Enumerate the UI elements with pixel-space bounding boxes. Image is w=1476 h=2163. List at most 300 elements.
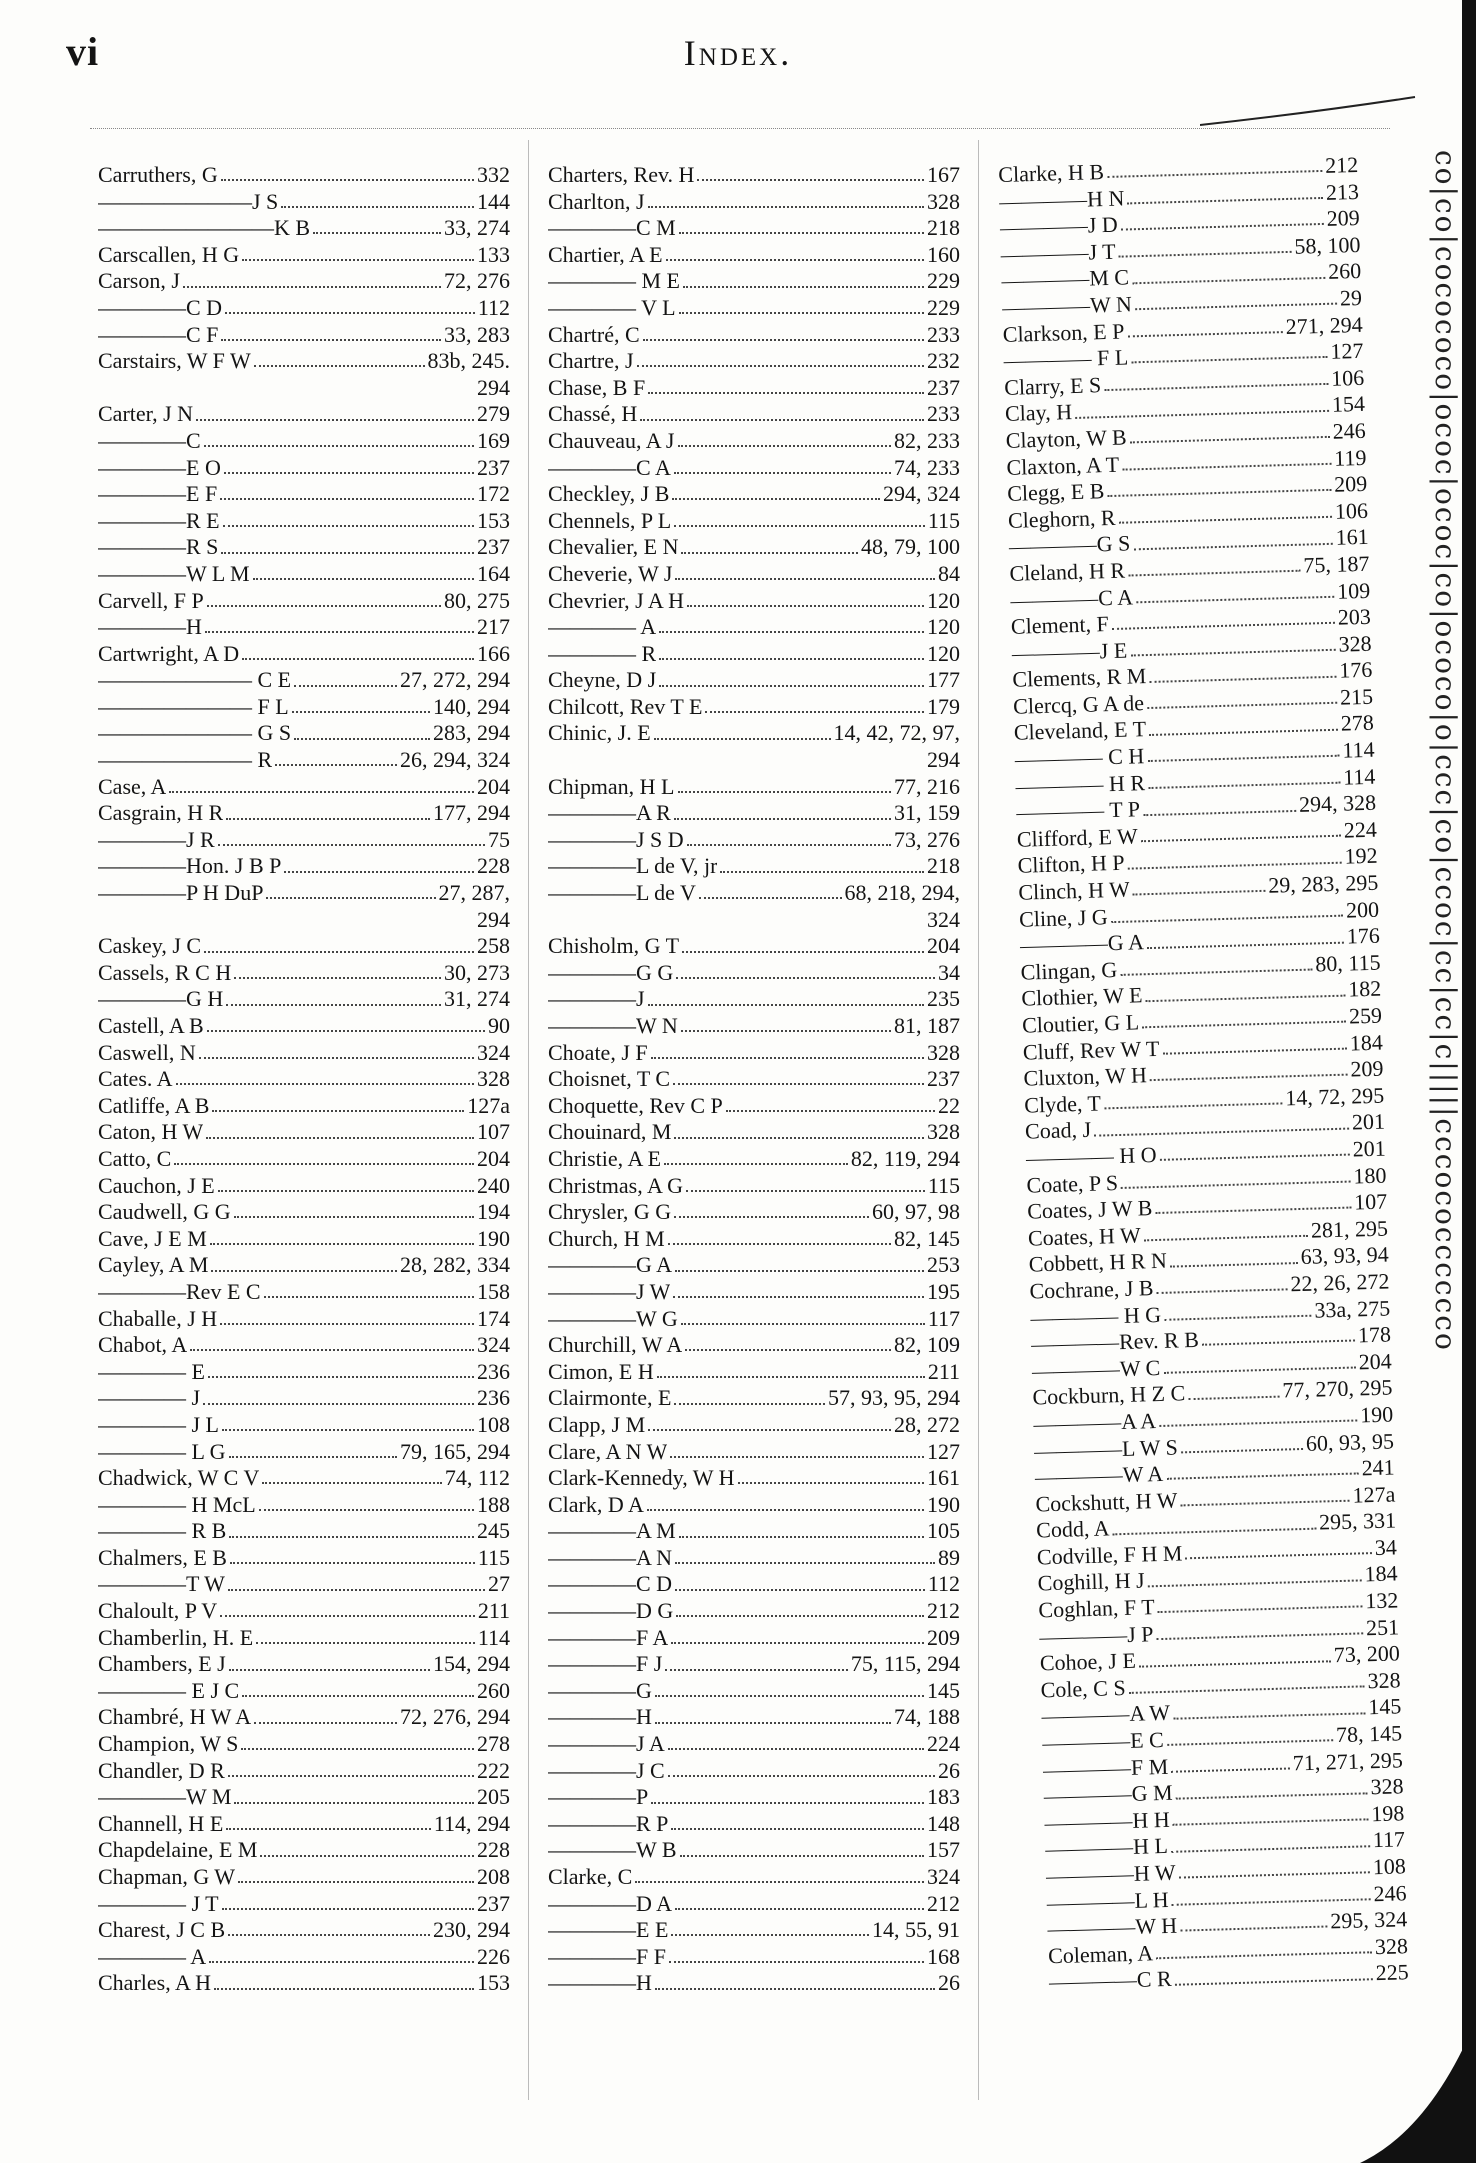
entry-name: ——————— R [98, 747, 273, 773]
entry-name: Clyde, T [1023, 1090, 1102, 1118]
entry-name: Chennels, P L [548, 507, 672, 533]
leader-dots [675, 578, 935, 580]
entry-pages: 279 [477, 401, 510, 427]
leader-dots [1148, 782, 1340, 789]
index-column-2 [548, 162, 960, 1997]
entry-pages: 73, 200 [1333, 1640, 1401, 1668]
entry-pages: 77, 270, 295 [1282, 1374, 1393, 1403]
leader-dots [234, 1802, 474, 1804]
entry-name: ————C M [548, 215, 676, 241]
index-entry [98, 1359, 510, 1386]
entry-pages: 294, 328 [1298, 789, 1377, 818]
entry-name: Cohoe, J E [1039, 1647, 1137, 1676]
leader-dots [643, 339, 924, 341]
index-entry [548, 1252, 960, 1279]
entry-name: ———— R B [98, 1518, 227, 1544]
entry-pages: 195 [927, 1278, 960, 1304]
entry-name: Clement, F [1010, 611, 1110, 639]
entry-name: Churchill, W A [548, 1332, 683, 1358]
entry-pages: 201 [1352, 1135, 1387, 1162]
entry-pages: 211 [927, 1358, 960, 1384]
entry-pages: 328 [477, 1066, 510, 1092]
entry-name: Cave, J E M [98, 1225, 207, 1251]
leader-dots [1142, 1021, 1346, 1029]
index-entry [98, 774, 510, 801]
entry-pages: 120 [927, 614, 960, 640]
entry-pages: 106 [1334, 497, 1369, 524]
entry-name: Clothier, W E [1021, 982, 1143, 1012]
index-entry [98, 1119, 510, 1146]
leader-dots [687, 844, 891, 846]
leader-dots [1181, 1448, 1303, 1453]
entry-pages: 218 [927, 853, 960, 879]
entry-pages: 132 [1364, 1587, 1399, 1614]
entry-pages: 190 [1359, 1401, 1394, 1428]
entry-pages: 172 [477, 481, 510, 507]
entry-name: Clinch, H W [1018, 876, 1131, 905]
entry-name: Casgrain, H R [98, 800, 224, 826]
leader-dots [264, 1296, 474, 1298]
leader-dots [1094, 1127, 1349, 1136]
index-entry [548, 1412, 960, 1439]
index-entry [98, 1332, 510, 1359]
entry-pages: 324 [477, 1039, 510, 1065]
entry-pages: 72, 276, 294 [400, 1704, 510, 1730]
entry-name: ————R P [548, 1810, 669, 1836]
index-entry [98, 348, 510, 375]
index-entry-continuation [548, 747, 960, 774]
entry-pages: 294 [477, 374, 510, 400]
entry-name: Clarkson, E P [1002, 318, 1125, 347]
entry-pages: 295, 324 [1329, 1906, 1408, 1934]
leader-dots [242, 1695, 474, 1697]
index-entry [98, 1518, 510, 1545]
leader-dots [190, 1349, 474, 1351]
entry-name: Chambré, H W A [98, 1704, 252, 1730]
leader-dots [654, 738, 831, 740]
index-entry [548, 614, 960, 641]
entry-name: Chamberlin, H. E [98, 1624, 254, 1650]
leader-dots [228, 1934, 430, 1936]
leader-dots [294, 738, 430, 740]
entry-pages: 107 [1353, 1188, 1388, 1215]
entry-name: Cheverie, W J [548, 560, 673, 586]
entry-pages: 211 [477, 1598, 510, 1624]
leader-dots [675, 1270, 924, 1272]
entry-pages: 204 [477, 773, 510, 799]
entry-name: Charles, A H [98, 1970, 212, 1996]
leader-dots [674, 1137, 924, 1139]
leader-dots [655, 1695, 924, 1697]
entry-pages: 182 [1347, 976, 1382, 1002]
entry-name: ————E C [1041, 1727, 1165, 1756]
index-entry [548, 774, 960, 801]
entry-name: Caswell, N [98, 1039, 196, 1065]
leader-dots [1163, 1366, 1355, 1373]
entry-pages: 184 [1364, 1560, 1398, 1587]
leader-dots [1173, 1712, 1365, 1719]
leader-dots [681, 1323, 925, 1325]
entry-name: ————G G [548, 959, 674, 985]
entry-pages: 194 [477, 1199, 510, 1225]
leader-dots [1120, 969, 1312, 976]
leader-dots [1112, 622, 1335, 630]
leader-dots [208, 1376, 474, 1378]
entry-pages: 237 [477, 1890, 510, 1916]
entry-pages: 167 [927, 162, 960, 187]
index-entry [98, 1731, 510, 1758]
leader-dots [687, 605, 924, 607]
entry-name: ————W C [1031, 1354, 1161, 1384]
leader-dots [221, 179, 474, 181]
leader-dots [1144, 1235, 1308, 1242]
index-entry [98, 1146, 510, 1173]
index-entry [548, 1226, 960, 1253]
entry-name: ————F F [548, 1943, 666, 1969]
entry-pages: 14, 42, 72, 97, [833, 720, 960, 746]
entry-name: Clay, H [1004, 399, 1073, 427]
index-column-3 [998, 152, 1409, 1996]
index-entry [98, 1173, 510, 1200]
entry-name: ————L W S [1033, 1433, 1179, 1463]
entry-name: Chisholm, G T [548, 933, 680, 959]
entry-pages: 127a [1352, 1481, 1396, 1508]
index-entry [98, 960, 510, 987]
entry-pages: 22 [938, 1092, 960, 1118]
leader-dots [671, 1642, 924, 1644]
entry-pages: 106 [1330, 364, 1365, 391]
entry-pages: 14, 72, 295 [1284, 1082, 1385, 1111]
index-entry [98, 1758, 510, 1785]
entry-name: Cluff, Rev W T [1022, 1035, 1160, 1065]
entry-pages: 105 [927, 1518, 960, 1544]
index-entry [548, 1093, 960, 1120]
entry-name: ————P H DuP [98, 880, 264, 906]
entry-pages: 34 [1374, 1534, 1398, 1560]
leader-dots [207, 605, 441, 607]
entry-name: Clark-Kennedy, W H [548, 1465, 735, 1491]
entry-pages: 80, 115 [1314, 949, 1381, 977]
entry-name: ————E O [98, 454, 221, 480]
leader-dots [221, 552, 474, 554]
entry-name: ———— V L [548, 294, 676, 320]
entry-pages: 232 [927, 348, 960, 374]
index-entry [548, 720, 960, 747]
leader-dots [223, 525, 474, 527]
entry-pages: 72, 276 [444, 268, 510, 294]
entry-name: ————P [548, 1784, 649, 1810]
leader-dots [720, 871, 924, 873]
entry-name: Coad, J [1024, 1117, 1092, 1144]
entry-name: ————L de V [548, 880, 696, 906]
page-edge-shadow [1462, 0, 1476, 2163]
entry-pages: 218 [927, 215, 960, 241]
entry-pages: 225 [1375, 1959, 1410, 1986]
leader-dots [1119, 516, 1332, 524]
entry-pages: 127 [1330, 338, 1364, 364]
leader-dots [222, 1429, 474, 1431]
leader-dots [1171, 1845, 1370, 1853]
entry-pages: 115 [927, 507, 960, 533]
entry-pages: 328 [1338, 630, 1372, 657]
entry-pages: 237 [477, 454, 510, 480]
leader-dots [674, 818, 891, 820]
entry-pages: 119 [1333, 444, 1367, 471]
index-entry [548, 1199, 960, 1226]
leader-dots [659, 658, 924, 660]
index-entry [98, 694, 510, 721]
entry-name: Charters, Rev. H [548, 162, 695, 187]
entry-pages: 75, 187 [1303, 550, 1370, 578]
entry-pages: 224 [927, 1731, 960, 1757]
index-entry [98, 1598, 510, 1625]
leader-dots [242, 259, 474, 261]
entry-pages: 204 [477, 1145, 510, 1171]
entry-pages: 112 [927, 1571, 960, 1597]
entry-name: Case, A [98, 773, 167, 799]
leader-dots [655, 1722, 891, 1724]
leader-dots [234, 1216, 474, 1218]
entry-pages: 82, 119, 294 [850, 1145, 960, 1171]
entry-name: ————J E [1011, 637, 1128, 666]
index-entry [98, 162, 510, 189]
entry-name: Chartre, J [548, 348, 634, 374]
entry-name: ————H W [1045, 1859, 1176, 1889]
entry-pages: 179 [927, 693, 960, 719]
entry-name: ————A M [548, 1518, 676, 1544]
leader-dots [229, 1536, 474, 1538]
entry-name: Channell, H E [98, 1810, 224, 1836]
index-entry [98, 1811, 510, 1838]
entry-pages: 26 [938, 1970, 960, 1996]
entry-name: ————H [548, 1970, 652, 1996]
entry-name: Choate, J F [548, 1039, 648, 1065]
leader-dots [238, 1881, 474, 1883]
entry-name: ————F A [548, 1624, 669, 1650]
index-entry [548, 1332, 960, 1359]
index-entry [98, 933, 510, 960]
entry-name: Chilcott, Rev T E [548, 693, 703, 719]
leader-dots [1130, 649, 1335, 657]
entry-name: Caudwell, G G [98, 1199, 231, 1225]
entry-pages: 117 [927, 1305, 960, 1331]
entry-name: ————D G [548, 1598, 674, 1624]
entry-pages: 34 [938, 959, 960, 985]
entry-pages: 212 [927, 1890, 960, 1916]
entry-pages: 33a, 275 [1314, 1295, 1391, 1323]
index-entry [98, 428, 510, 455]
leader-dots [292, 711, 430, 713]
leader-dots [674, 525, 925, 527]
leader-dots [1155, 1207, 1351, 1214]
entry-name: ———— H R [1015, 769, 1146, 799]
entry-pages: 26 [938, 1757, 960, 1783]
entry-pages: 324 [927, 906, 960, 932]
leader-dots [673, 1083, 924, 1085]
entry-pages: 31, 274 [444, 986, 510, 1012]
index-entry [98, 1571, 510, 1598]
entry-name: ————J A [548, 1731, 665, 1757]
index-entry [98, 561, 510, 588]
entry-pages: 240 [477, 1172, 510, 1198]
leader-dots [176, 1083, 474, 1085]
leader-dots [637, 365, 924, 367]
entry-name: ————H H [1044, 1806, 1170, 1836]
entry-name: Clark, D A [548, 1491, 644, 1517]
entry-name: Chrysler, G G [548, 1199, 672, 1225]
entry-name: ————C [98, 427, 201, 453]
entry-pages: 29 [1339, 284, 1363, 311]
leader-dots [1172, 1898, 1371, 1906]
index-entry [548, 348, 960, 375]
entry-pages: 174 [477, 1305, 510, 1331]
entry-pages: 31, 159 [894, 800, 960, 826]
entry-name: Codville, F H M [1036, 1540, 1183, 1570]
entry-pages: 294, 324 [883, 481, 960, 507]
index-entry [548, 667, 960, 694]
leader-dots [651, 1057, 924, 1059]
index-entry [548, 1731, 960, 1758]
index-entry [548, 268, 960, 295]
entry-pages: 114 [1342, 736, 1375, 763]
entry-pages: 228 [477, 1837, 510, 1863]
index-entry [98, 1412, 510, 1439]
entry-pages: 74, 188 [894, 1704, 960, 1730]
entry-name: Castell, A B [98, 1013, 204, 1038]
index-entry [98, 1944, 510, 1971]
index-entry [98, 1651, 510, 1678]
entry-name: ———— E J C [98, 1677, 240, 1703]
leader-dots [209, 1961, 474, 1963]
entry-name: Chapman, G W [98, 1864, 236, 1889]
index-entry [98, 1040, 510, 1067]
entry-pages: 109 [1336, 577, 1371, 604]
index-entry [548, 588, 960, 615]
leader-dots [183, 286, 441, 288]
entry-name: Cockshutt, H W [1035, 1487, 1178, 1517]
entry-pages: 22, 26, 272 [1290, 1268, 1390, 1297]
entry-name: ————W N [1001, 291, 1133, 320]
entry-pages: 153 [477, 1970, 510, 1996]
entry-pages: 328 [927, 1039, 960, 1065]
entry-pages: 180 [1353, 1162, 1387, 1189]
leader-dots [1133, 542, 1332, 550]
entry-name: ———— J [98, 1385, 201, 1411]
entry-name: ———— T P [1015, 796, 1141, 825]
leader-dots [262, 1482, 441, 1484]
entry-name: Cochrane, J B [1029, 1275, 1154, 1304]
entry-name: ————C A [548, 454, 671, 480]
leader-dots [259, 1509, 474, 1511]
entry-name: ———— R [548, 640, 657, 666]
leader-dots [679, 312, 924, 314]
entry-name: ————R S [98, 534, 219, 560]
entry-pages: 145 [927, 1677, 960, 1703]
index-entry [98, 1545, 510, 1572]
entry-pages: 328 [1370, 1773, 1404, 1800]
index-entry [548, 827, 960, 854]
entry-pages: 258 [477, 933, 510, 959]
entry-pages: 145 [1367, 1693, 1402, 1720]
leader-dots [672, 498, 880, 500]
leader-dots [1129, 1685, 1365, 1694]
leader-dots [655, 1988, 935, 1990]
entry-name: Cleland, H R [1009, 557, 1126, 586]
index-entry-continuation [98, 375, 510, 402]
entry-pages: 188 [477, 1491, 510, 1517]
entry-name: Coates, J W B [1026, 1195, 1153, 1224]
entry-pages: 79, 165, 294 [400, 1438, 510, 1464]
entry-name: Chevalier, E N [548, 534, 679, 560]
entry-pages: 71, 271, 295 [1292, 1746, 1404, 1776]
leader-dots [679, 1536, 924, 1538]
entry-pages: 107 [477, 1119, 510, 1145]
entry-pages: 78, 145 [1335, 1720, 1403, 1748]
entry-pages: 184 [1349, 1029, 1384, 1056]
entry-pages: 278 [477, 1731, 510, 1757]
index-entry [98, 322, 510, 349]
entry-pages: 114 [1342, 763, 1376, 790]
entry-pages: 161 [927, 1465, 960, 1491]
index-entry-continuation [548, 907, 960, 934]
entry-pages: 28, 282, 334 [400, 1252, 510, 1278]
entry-pages: 26, 294, 324 [400, 747, 510, 773]
leader-dots [1180, 1926, 1327, 1932]
entry-name: Clapp, J M [548, 1411, 646, 1437]
index-entry [98, 242, 510, 269]
page-edge-text: co|co|cocococo|ococ|ococ|co|ococo|o|ccc|co|ccoc|cc|cc|c|||||cccococccccco [1429, 150, 1462, 1352]
leader-dots [678, 445, 892, 447]
entry-pages: 27, 287, [438, 880, 510, 906]
index-entry [98, 1279, 510, 1306]
entry-pages: 212 [927, 1598, 960, 1624]
leader-dots [685, 1349, 891, 1351]
entry-name: ————G H [98, 986, 224, 1012]
index-entry [98, 1226, 510, 1253]
entry-name: Champion, W S [98, 1731, 239, 1757]
index-entry [548, 986, 960, 1013]
index-entry [98, 986, 510, 1013]
entry-name: Clegg, E B [1006, 478, 1105, 506]
leader-dots [1173, 1818, 1369, 1825]
entry-pages: 215 [1339, 683, 1374, 710]
leader-dots [657, 1376, 925, 1378]
entry-name: ————C A [1009, 583, 1134, 613]
entry-name: ————J [548, 986, 645, 1012]
leader-dots [699, 897, 842, 899]
entry-pages: 332 [477, 162, 510, 187]
index-entry [98, 1306, 510, 1333]
leader-dots [242, 658, 474, 660]
index-entry [98, 455, 510, 482]
entry-pages: 74, 233 [894, 454, 960, 480]
entry-name: ————W B [548, 1837, 677, 1863]
leader-dots [668, 1748, 924, 1750]
entry-name: Clements, R M [1012, 663, 1147, 693]
entry-name: Christie, A E [548, 1145, 662, 1171]
entry-name: ————W N [548, 1013, 678, 1038]
leader-dots [681, 1030, 891, 1032]
index-entry [98, 1917, 510, 1944]
leader-dots [313, 232, 441, 234]
entry-name: Choisnet, T C [548, 1066, 671, 1092]
index-entry [548, 1279, 960, 1306]
entry-name: ————W M [98, 1784, 232, 1810]
leader-dots [1136, 596, 1334, 604]
index-entry [548, 189, 960, 216]
entry-name: ————L H [1046, 1886, 1169, 1915]
entry-pages: 144 [477, 188, 510, 214]
